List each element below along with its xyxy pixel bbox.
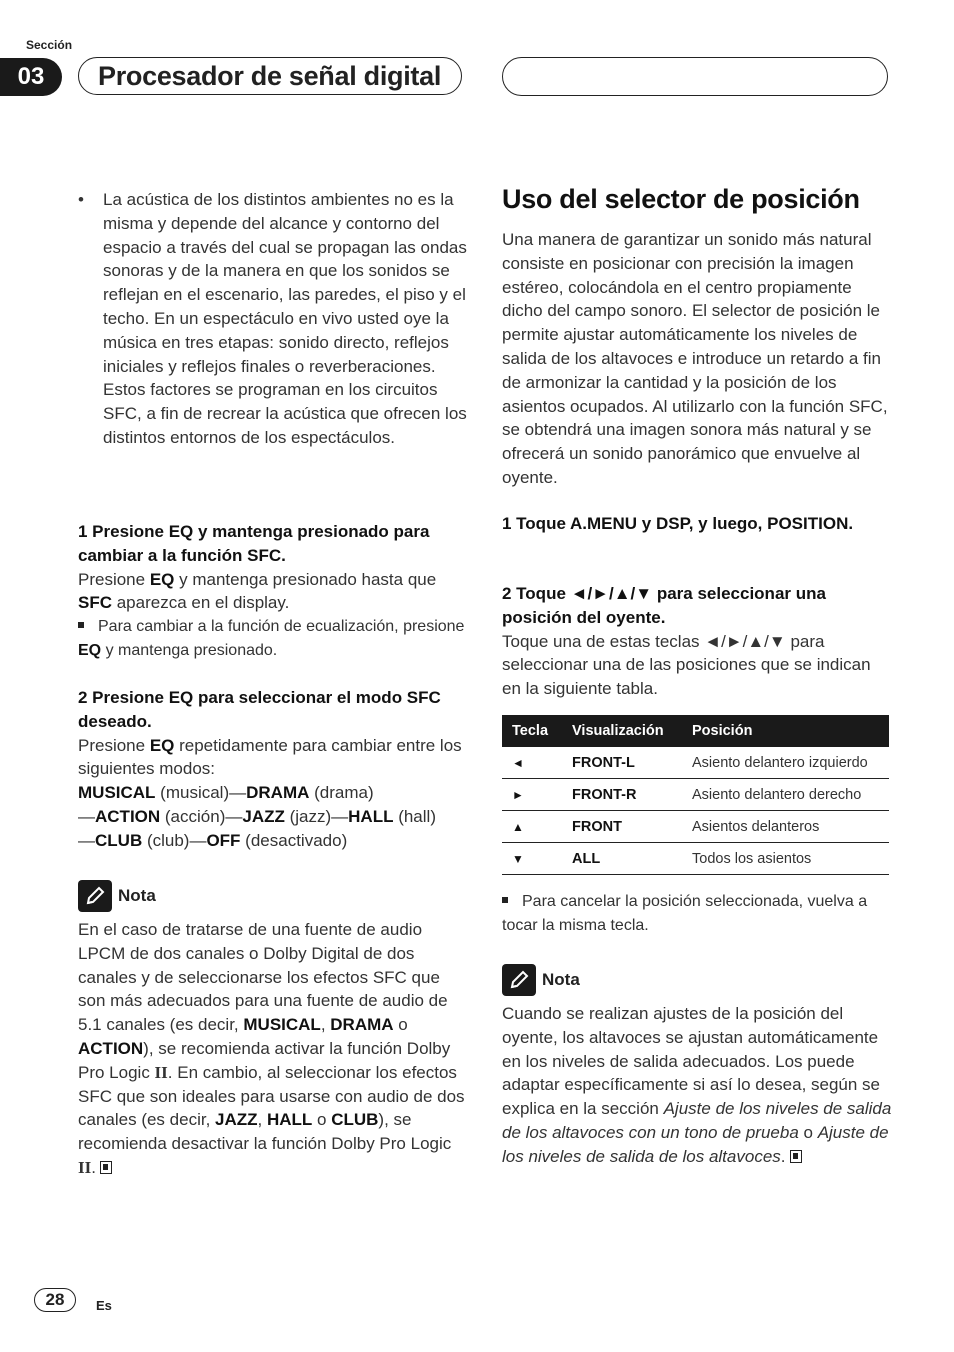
table-header-position: Posición	[682, 715, 889, 747]
left-nota	[78, 880, 468, 1180]
table-row	[502, 747, 889, 779]
end-mark-icon	[100, 1161, 112, 1174]
square-bullet-icon	[502, 897, 508, 903]
position-value: Asiento delantero derecho	[682, 779, 889, 811]
pencil-note-icon	[78, 880, 112, 912]
table-row	[502, 843, 889, 875]
sfc-mode-list: MUSICAL (musical)—DRAMA (drama) —ACTION (acción)—JAZZ (jazz)—HALL (hall) —CLUB (club)—OFF (desactivado)	[78, 783, 436, 850]
language-code: Es	[96, 1298, 112, 1313]
nota-label: Nota	[542, 970, 580, 989]
table-header-row	[502, 715, 889, 747]
position-value: Todos los asientos	[682, 843, 889, 875]
position-value: Asientos delanteros	[682, 811, 889, 843]
display-value: FRONT-R	[562, 779, 682, 811]
end-mark-icon	[790, 1150, 802, 1163]
step-1-title: 1 Presione EQ y mantenga presionado para cambiar a la función SFC.	[78, 522, 430, 565]
table-row	[502, 779, 889, 811]
key-symbol: ◄	[502, 747, 562, 779]
position-step-2-title: 2 Toque ◄/►/▲/▼ para seleccionar una posición del oyente.	[502, 584, 826, 627]
nota-label: Nota	[118, 886, 156, 905]
position-heading: Uso del selector de posición	[502, 184, 860, 214]
step-2-title: 2 Presione EQ para seleccionar el modo SFC deseado.	[78, 688, 441, 731]
intro-bullet-text: La acústica de los distintos ambientes no es la misma y depende del alcance y contorno del espacio a través del cual se propagan las ondas sonoras y de la manera en que los sonidos se reflejan en el escenario, las paredes, el piso y el techo. En un espectáculo en vivo usted oye la música en tres etapas: sonido directo, reflejos iniciales y reflejos finales o reverberaciones. Estos factores se programan en los circuitos SFC, a fin de recrear la acústica que ofrecen los distintos entornos de los espectáculos.	[103, 190, 467, 447]
display-value: FRONT-L	[562, 747, 682, 779]
section-number-badge: 03	[0, 58, 62, 96]
step-1-text: Presione EQ y mantenga presionado hasta que SFC aparezca en el display.	[78, 569, 437, 613]
table-header-display: Visualización	[562, 715, 682, 747]
nota-header	[502, 964, 892, 996]
key-symbol: ►	[502, 779, 562, 811]
display-value: ALL	[562, 843, 682, 875]
sfc-step-2	[78, 686, 468, 853]
position-table	[502, 715, 889, 875]
nota-text: Cuando se realizan ajustes de la posición del oyente, los altavoces se ajustan automáticamente en los niveles de salida adecuados. Los puede adaptar específicamente si así lo desea, según se explica en la sección Ajuste de los niveles de salida de los altavoces con un tono de prueba o Ajuste de los niveles de salida de los altavoces.	[502, 1004, 892, 1166]
key-symbol: ▼	[502, 843, 562, 875]
cancel-note: Para cancelar la posición seleccionada, vuelva a tocar la misma tecla.	[502, 893, 868, 934]
table-header-key: Tecla	[502, 715, 562, 747]
header-empty-frame	[502, 57, 888, 96]
bullet-icon: •	[78, 190, 84, 209]
nota-header	[78, 880, 468, 912]
intro-bullet	[78, 188, 468, 450]
position-value: Asiento delantero izquierdo	[682, 747, 889, 779]
position-step-2-text: Toque una de estas teclas ◄/►/▲/▼ para seleccionar una de las posiciones que se indican en la siguiente tabla.	[502, 631, 871, 699]
square-bullet-icon	[78, 622, 84, 628]
position-step-1-title: 1 Toque A.MENU y DSP, y luego, POSITION.	[502, 514, 854, 533]
step-2-text: Presione EQ repetidamente para cambiar entre los siguientes modos:	[78, 735, 462, 779]
key-symbol: ▲	[502, 811, 562, 843]
pencil-note-icon	[502, 964, 536, 996]
position-step-2	[502, 582, 892, 701]
position-intro: Una manera de garantizar un sonido más natural consiste en posicionar con precisión la imagen estéreo, colocándola en el centro propiamente dicho del campo sonoro. El selector de posición le permite ajustar automáticamente los niveles de salida de los altavoces e introduce un retardo a fin de armonizar la cantidad y la posición de los asientos ocupados. Al utilizarlo con la función SFC, se obtendrá una imagen sonora más natural y se ofrecerá un sonido panorámico que envuelve al oyente.	[502, 230, 888, 487]
sfc-step-1	[78, 520, 468, 663]
step-1-note: Para cambiar a la función de ecualización, presione EQ y mantenga presionado.	[78, 618, 465, 660]
page-number: 28	[34, 1288, 76, 1312]
section-label: Sección	[26, 38, 73, 52]
right-nota	[502, 964, 892, 1169]
display-value: FRONT	[562, 811, 682, 843]
table-row	[502, 811, 889, 843]
nota-text: En el caso de tratarse de una fuente de audio LPCM de dos canales o Dolby Digital de dos canales y de seleccionarse los efectos SFC que son más adecuados para una fuente de audio de 5.1 canales (es decir, MUSICAL, DRAMA o ACTION), se recomienda activar la función Dolby Pro Logic II. En cambio, al seleccionar los efectos SFC que son ideales para usarse con audio de dos canales (es decir, JAZZ, HALL o CLUB), se recomienda desactivar la función Dolby Pro Logic II.	[78, 920, 465, 1177]
section-title: Procesador de señal digital	[98, 61, 442, 91]
